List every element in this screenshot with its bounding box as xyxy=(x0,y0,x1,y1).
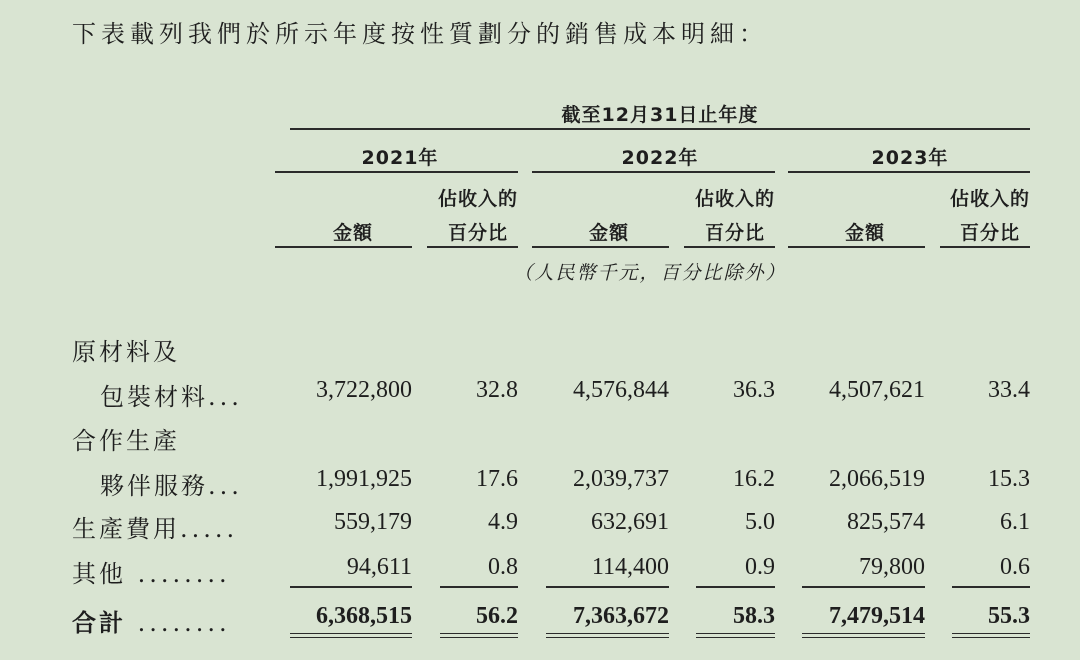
cell-amount: 559,179 xyxy=(334,509,412,535)
row-label-line1: 原材料及 xyxy=(72,338,180,366)
cell-amount: 114,400 xyxy=(591,554,669,580)
total-top-rule xyxy=(952,586,1030,588)
subhdr-rule-1 xyxy=(275,246,412,248)
pct-header-2023-l2: 百分比 xyxy=(959,222,1021,244)
pct-header-2021-l1: 佔收入的 xyxy=(437,188,519,210)
cell-amount: 3,722,800 xyxy=(316,377,412,403)
subhdr-rule-5 xyxy=(788,246,925,248)
pct-header-2021-l2: 百分比 xyxy=(447,222,509,244)
row-label: 生產費用..... xyxy=(72,515,239,543)
period-header: 截至12月31日止年度 xyxy=(561,104,759,126)
total-top-rule xyxy=(546,586,669,588)
total-top-rule xyxy=(290,586,412,588)
row-label-line1: 合作生產 xyxy=(72,427,180,455)
cell-pct: 0.6 xyxy=(1000,554,1030,580)
cell-amount: 94,611 xyxy=(346,554,412,580)
cell-pct: 36.3 xyxy=(733,377,775,403)
year-rule-2021 xyxy=(275,171,518,173)
row-label-line2: 夥伴服務... xyxy=(100,472,243,500)
amount-header-2023: 金額 xyxy=(844,222,886,244)
period-rule xyxy=(290,128,1030,130)
year-2021: 2021年 xyxy=(361,147,439,169)
year-rule-2022 xyxy=(532,171,775,173)
cell-pct: 4.9 xyxy=(488,509,518,535)
cell-pct: 5.0 xyxy=(745,509,775,535)
amount-header-2022: 金額 xyxy=(588,222,630,244)
total-top-rule xyxy=(440,586,518,588)
amount-header-2021: 金額 xyxy=(332,222,374,244)
cell-amount: 632,691 xyxy=(591,509,669,535)
pct-header-2022-l2: 百分比 xyxy=(704,222,766,244)
total-double-rule xyxy=(440,633,518,638)
cell-pct: 33.4 xyxy=(988,377,1030,403)
subhdr-rule-2 xyxy=(427,246,518,248)
cell-pct: 16.2 xyxy=(733,466,775,492)
total-top-rule xyxy=(696,586,775,588)
unit-note: （人民幣千元，百分比除外） xyxy=(513,262,787,284)
cell-amount: 2,066,519 xyxy=(829,466,925,492)
pct-header-2022-l1: 佔收入的 xyxy=(694,188,776,210)
cell-pct: 15.3 xyxy=(988,466,1030,492)
cell-amount: 2,039,737 xyxy=(573,466,669,492)
total-amount: 7,479,514 xyxy=(829,603,925,629)
total-double-rule xyxy=(546,633,669,638)
total-amount: 7,363,672 xyxy=(573,603,669,629)
cell-pct: 17.6 xyxy=(476,466,518,492)
cell-amount: 79,800 xyxy=(859,554,925,580)
cell-pct: 6.1 xyxy=(1000,509,1030,535)
subhdr-rule-6 xyxy=(940,246,1030,248)
pct-header-2023-l1: 佔收入的 xyxy=(949,188,1031,210)
year-2023: 2023年 xyxy=(871,147,949,169)
cell-pct: 32.8 xyxy=(476,377,518,403)
cell-amount: 4,507,621 xyxy=(829,377,925,403)
cell-amount: 825,574 xyxy=(847,509,925,535)
intro-text: 下表載列我們於所示年度按性質劃分的銷售成本明細： xyxy=(72,20,768,48)
subhdr-rule-4 xyxy=(684,246,775,248)
total-double-rule xyxy=(696,633,775,638)
total-pct: 56.2 xyxy=(476,603,518,629)
cell-pct: 0.8 xyxy=(488,554,518,580)
cell-pct: 0.9 xyxy=(745,554,775,580)
row-label: 其他 ........ xyxy=(72,560,231,588)
subhdr-rule-3 xyxy=(532,246,669,248)
total-pct: 55.3 xyxy=(988,603,1030,629)
total-amount: 6,368,515 xyxy=(316,603,412,629)
year-2022: 2022年 xyxy=(621,147,699,169)
year-rule-2023 xyxy=(788,171,1030,173)
total-double-rule xyxy=(952,633,1030,638)
cell-amount: 1,991,925 xyxy=(316,466,412,492)
total-pct: 58.3 xyxy=(733,603,775,629)
total-double-rule xyxy=(290,633,412,638)
total-double-rule xyxy=(802,633,925,638)
row-label-line2: 包裝材料... xyxy=(100,383,243,411)
total-label: 合計 ........ xyxy=(72,609,231,637)
cell-amount: 4,576,844 xyxy=(573,377,669,403)
total-top-rule xyxy=(802,586,925,588)
